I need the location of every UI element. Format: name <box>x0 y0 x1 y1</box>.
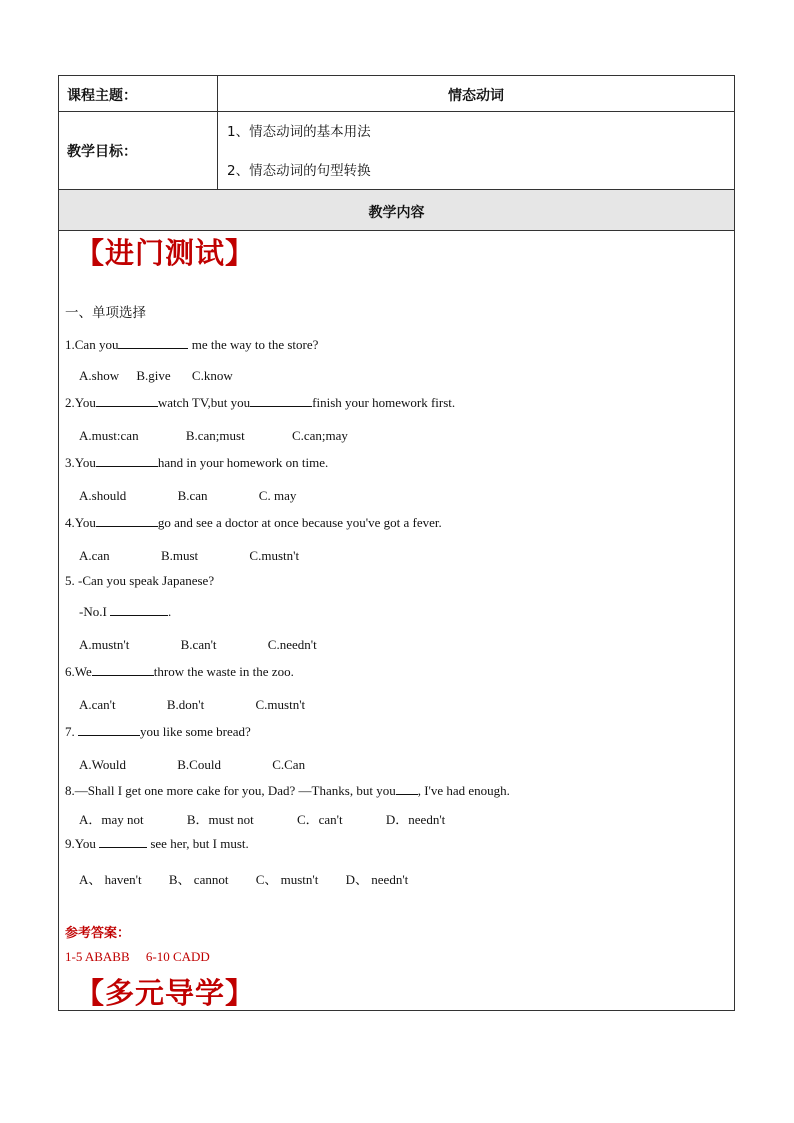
topic-label-cell <box>59 76 218 111</box>
option: A.show <box>79 368 120 383</box>
lesson-sheet <box>58 75 735 1011</box>
options-2 <box>79 428 348 444</box>
topic-row <box>59 76 734 112</box>
topic-value: 情态动词 <box>448 88 504 104</box>
goal-value-cell <box>218 112 734 189</box>
option: B.can <box>177 488 208 503</box>
options-3 <box>79 488 296 504</box>
question-4: 4.You go and see a doctor at once because you've got a fever. <box>65 515 442 530</box>
question-5: 5. -Can you speak Japanese? <box>65 573 215 588</box>
question-6: 6.We throw the waste in the zoo. <box>65 664 294 679</box>
option: A．may not <box>79 812 144 827</box>
answer-key: 1-5 ABABB 6-10 CADD <box>65 949 210 964</box>
option: B.can't <box>180 637 217 652</box>
options-6 <box>79 697 305 713</box>
topic-value-cell <box>218 76 734 111</box>
options-7 <box>79 757 305 773</box>
topic-label: 课程主题： <box>67 88 137 104</box>
option: A.can't <box>79 697 116 712</box>
option: A.must:can <box>79 428 139 443</box>
option: D、 needn't <box>345 872 409 887</box>
option: B.must <box>160 548 199 563</box>
option: A.Would <box>79 757 126 772</box>
question-7: 7. you like some bread? <box>65 724 251 739</box>
option: B、 cannot <box>168 872 229 887</box>
part-title: 一、单项选择 <box>65 305 146 321</box>
options-1 <box>79 368 233 384</box>
options-4 <box>79 548 299 564</box>
option: C.mustn't <box>255 697 306 712</box>
content-area <box>59 231 734 1010</box>
option: B．must not <box>186 812 254 827</box>
goal-label-cell <box>59 112 218 189</box>
option: A.should <box>79 488 127 503</box>
goal-row <box>59 112 734 190</box>
options-5 <box>79 637 317 653</box>
option: B.don't <box>166 697 205 712</box>
option: A.can <box>79 548 110 563</box>
option: C.can;may <box>291 428 348 443</box>
options-9 <box>79 869 408 888</box>
question-5-reply: -No.I . <box>79 604 172 619</box>
option: A.mustn't <box>79 637 130 652</box>
content-header-row <box>59 190 734 231</box>
option: C. may <box>258 488 297 503</box>
question-9: 9.You see her, but I must. <box>65 836 249 851</box>
option: C、 mustn't <box>255 872 319 887</box>
question-1: 1.Can you me the way to the store? <box>65 337 319 352</box>
section-title-guided-learning: 【多元导学】 <box>75 976 256 1010</box>
options-8 <box>79 809 445 828</box>
goal-item-2: 2、情态动词的句型转换 <box>227 163 371 179</box>
option: A、 haven't <box>79 872 142 887</box>
question-8: 8.—Shall I get one more cake for you, Dad? —Thanks, but you , I've had enough. <box>65 783 510 798</box>
option: C.mustn't <box>249 548 300 563</box>
option: C.know <box>191 368 233 383</box>
section-title-entry-test: 【进门测试】 <box>75 236 256 270</box>
option: C.needn't <box>267 637 317 652</box>
option: B.Could <box>177 757 221 772</box>
question-2: 2.You watch TV,but you finish your homework first. <box>65 395 456 410</box>
goal-label: 教学目标： <box>67 144 137 160</box>
option: B.can;must <box>185 428 245 443</box>
option: D．needn't <box>385 812 446 827</box>
goal-item-1: 1、情态动词的基本用法 <box>227 124 371 140</box>
option: B.give <box>136 368 171 383</box>
question-3: 3.You hand in your homework on time. <box>65 455 329 470</box>
content-header: 教学内容 <box>368 205 425 221</box>
option: C.Can <box>272 757 306 772</box>
option: C．can't <box>296 812 343 827</box>
answer-label: 参考答案： <box>65 926 131 941</box>
